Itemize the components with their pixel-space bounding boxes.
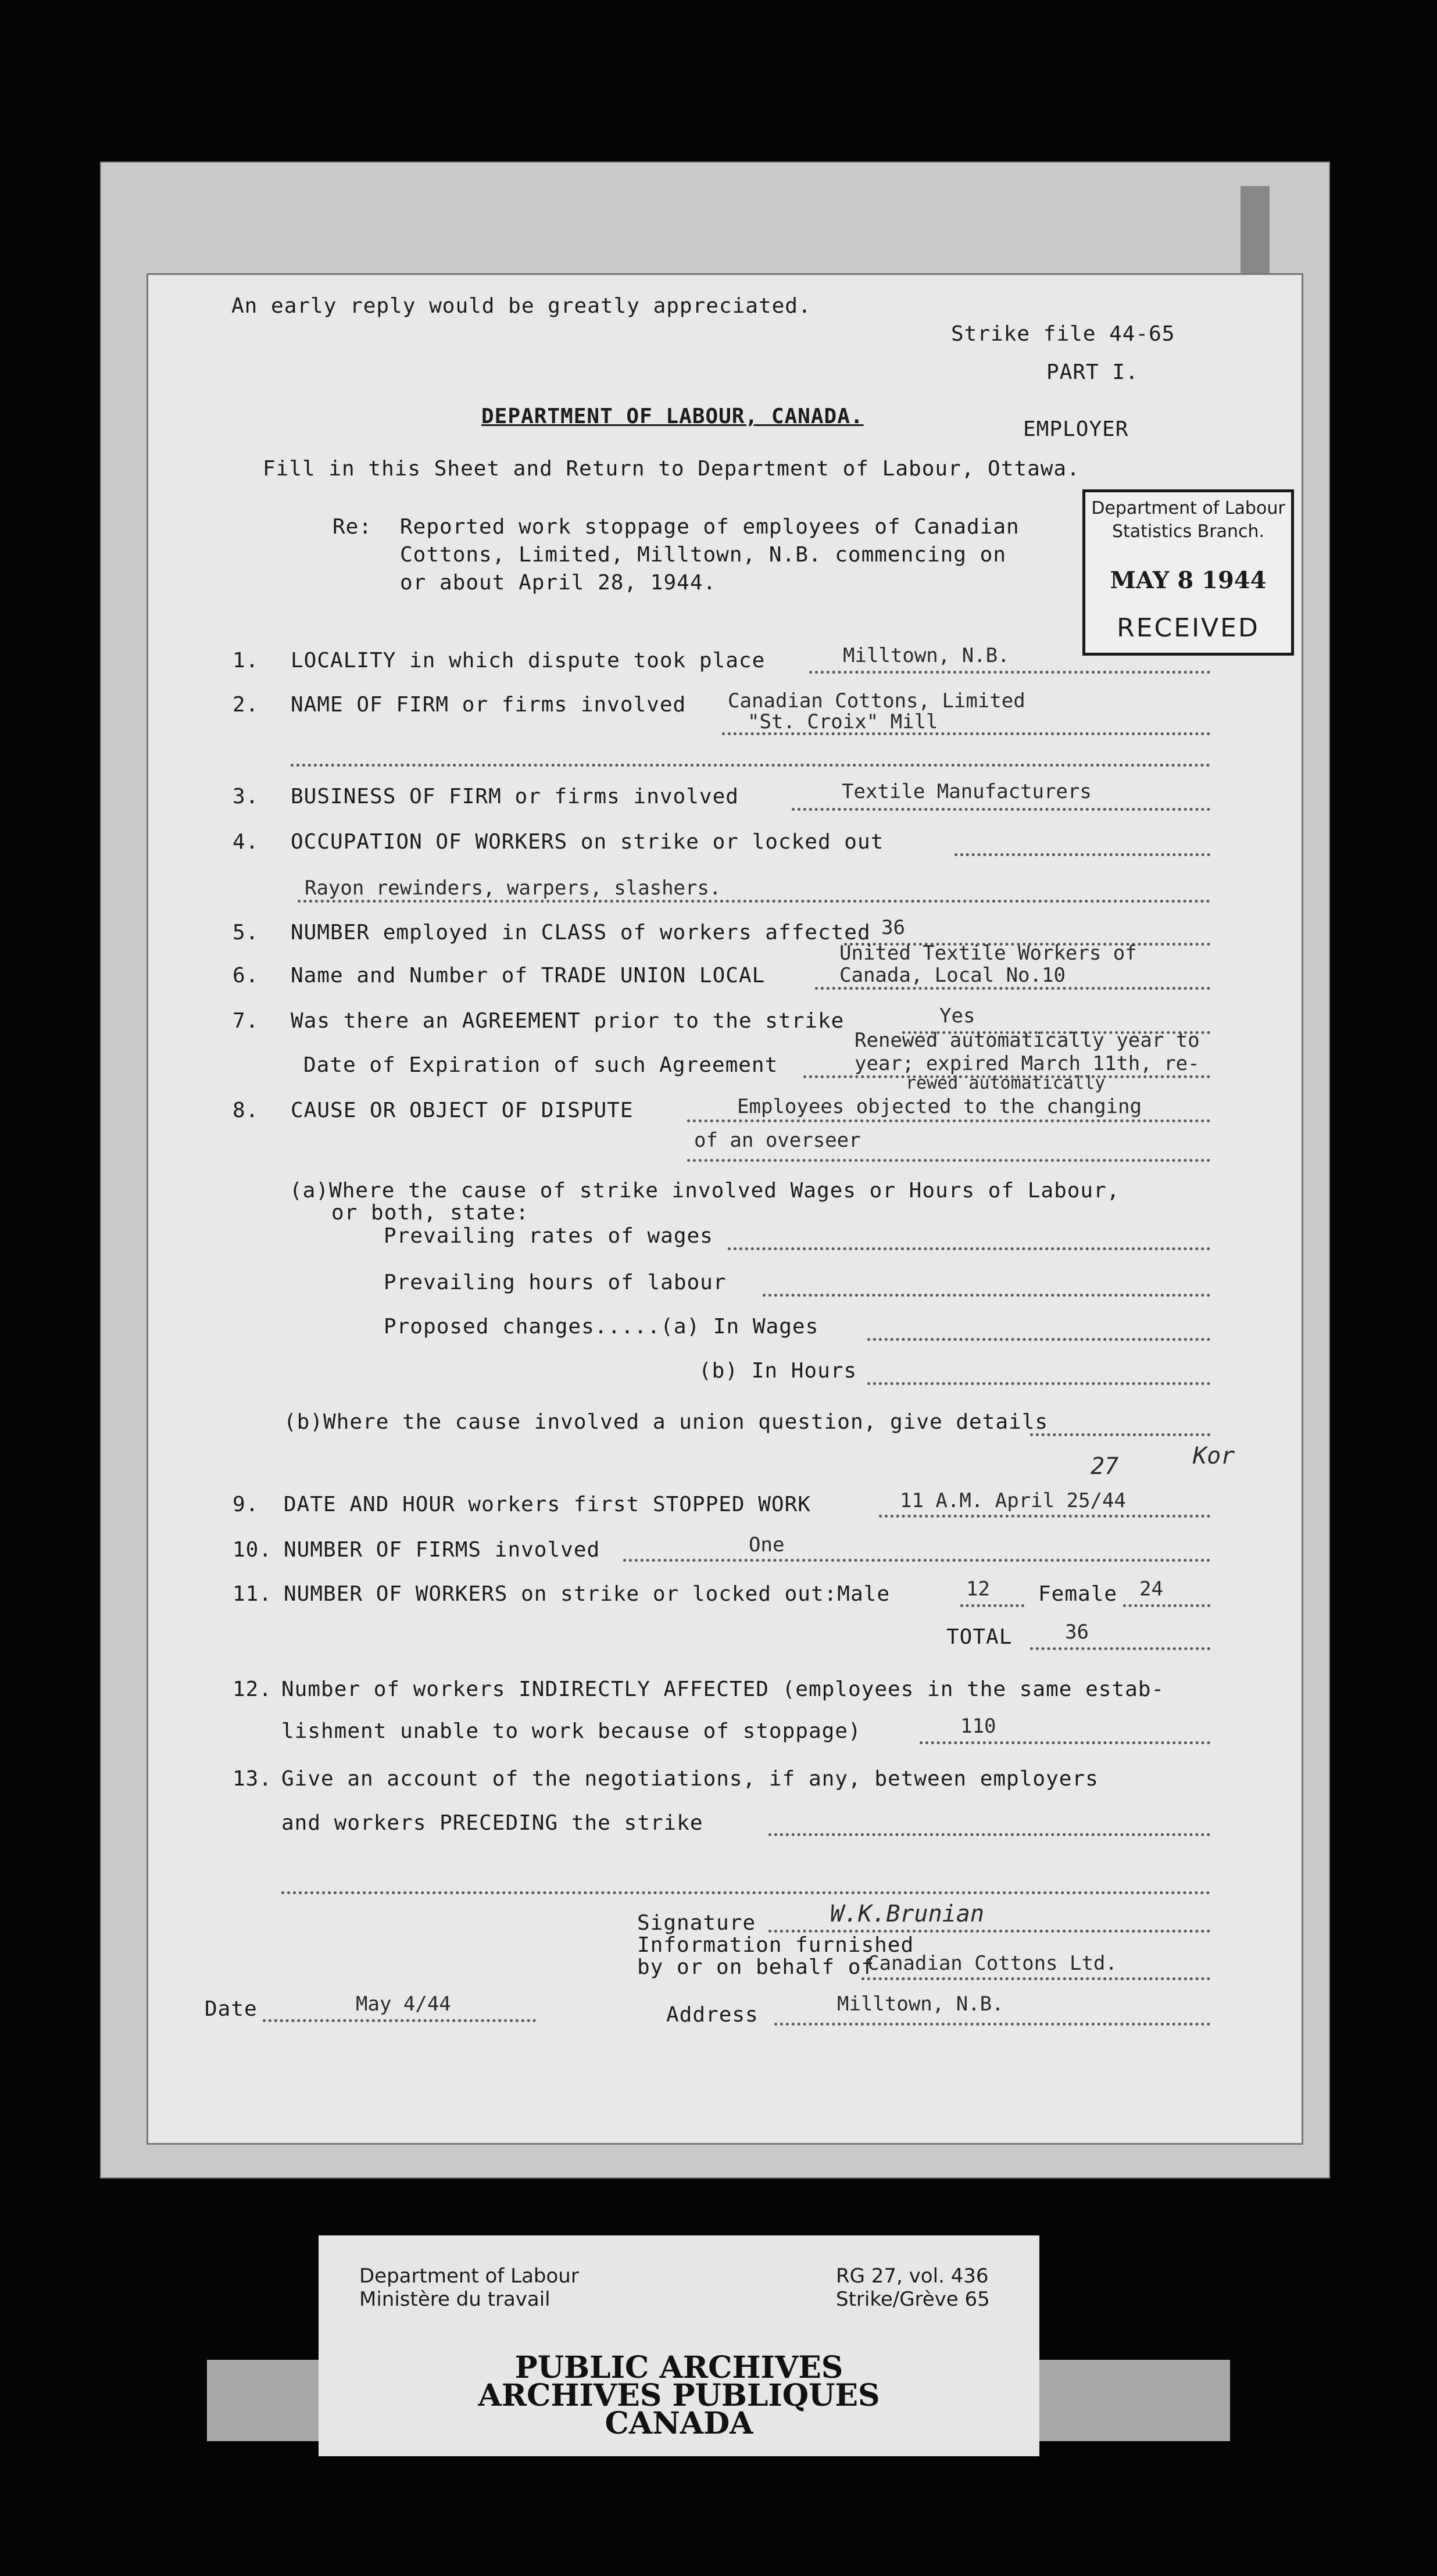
item-number: 6. (233, 964, 259, 988)
date-label: Date (205, 1997, 258, 2021)
fill-line (792, 808, 1210, 811)
fill-line (291, 764, 1210, 767)
item-number: 13. (233, 1767, 273, 1791)
stamp-branch: Statistics Branch. (1111, 521, 1265, 542)
fill-line (768, 1833, 1210, 1836)
total-label: TOTAL (946, 1625, 1013, 1649)
fill-line (920, 1741, 1210, 1744)
stamp-status: RECEIVED (1117, 613, 1260, 643)
fill-line (722, 732, 1210, 735)
workers-count-label: NUMBER OF WORKERS on strike or locked out:Male (284, 1582, 890, 1606)
stopped-work-label: DATE AND HOUR workers first STOPPED WORK (284, 1493, 811, 1516)
fill-line (1123, 1604, 1210, 1607)
expiration-value-line3: rewed automatically (906, 1073, 1106, 1093)
union-value-line1: United Textile Workers of (839, 942, 1137, 965)
fill-line (263, 2019, 536, 2022)
firms-count-value: One (749, 1533, 785, 1557)
in-hours-label: (b) In Hours (699, 1359, 857, 1383)
fill-line (298, 900, 1210, 903)
item-number: 4. (233, 830, 259, 854)
locality-value: Milltown, N.B. (843, 644, 1010, 667)
strike-reference: Strike/Grève 65 (836, 2288, 990, 2311)
fill-line (815, 987, 1210, 990)
instruction-line: Fill in this Sheet and Return to Department of Labour, Ottawa. (263, 457, 1080, 481)
union-label: Name and Number of TRADE UNION LOCAL (291, 964, 766, 988)
business-value: Textile Manufacturers (842, 780, 1092, 803)
rg-reference: RG 27, vol. 436 (836, 2264, 989, 2288)
cause-value-line1: Employees objected to the changing (737, 1095, 1142, 1118)
indirect-value: 110 (960, 1715, 996, 1738)
fill-line (960, 1604, 1024, 1607)
strike-file-number: Strike file 44-65 (951, 322, 1175, 346)
item-number: 12. (233, 1677, 273, 1701)
item-number: 11. (233, 1582, 273, 1606)
cause-value-line2: of an overseer (694, 1129, 861, 1152)
info-label-line2: by or on behalf of (637, 1955, 875, 1979)
expiration-label: Date of Expiration of such Agreement (303, 1053, 778, 1077)
public-archives-stamp (319, 2350, 1039, 2441)
fill-line (862, 1977, 1210, 1980)
employer-label: EMPLOYER (1023, 417, 1129, 441)
agreement-value: Yes (939, 1004, 975, 1028)
received-stamp (1082, 489, 1294, 656)
locality-label: LOCALITY in which dispute took place (291, 649, 766, 672)
fill-line (687, 1119, 1210, 1122)
stamp-department: Department of Labour (1091, 498, 1285, 518)
fill-line (774, 2023, 1210, 2026)
fill-line (281, 1891, 1210, 1894)
union-value-line2: Canada, Local No.10 (839, 964, 1066, 987)
item-number: 5. (233, 921, 259, 944)
fill-line (1030, 1647, 1210, 1650)
re-label: Re: (333, 515, 373, 539)
firm-value-line2: "St. Croix" Mill (748, 710, 938, 734)
fill-line (803, 1075, 1210, 1078)
occupation-value: Rayon rewinders, warpers, slashers. (305, 876, 721, 900)
expiration-value-line1: Renewed automatically year to (855, 1029, 1200, 1052)
fill-line (768, 1930, 1210, 1933)
expiration-value-line2: year; expired March 11th, re- (855, 1052, 1200, 1075)
fill-line (763, 1294, 1210, 1297)
item-number: 8. (233, 1099, 259, 1122)
fill-line (867, 1338, 1210, 1341)
stopped-work-value: 11 A.M. April 25/44 (900, 1489, 1126, 1512)
cause-label: CAUSE OR OBJECT OF DISPUTE (291, 1099, 634, 1122)
fill-line (1030, 1433, 1210, 1436)
firms-count-label: NUMBER OF FIRMS involved (284, 1538, 600, 1562)
dept-french: Ministère du travail (359, 2288, 551, 2311)
item-number: 1. (233, 649, 259, 672)
item-number: 7. (233, 1009, 259, 1033)
date-correction: 27 (1091, 1453, 1119, 1480)
wages-hours-label-cont: or both, state: (331, 1201, 530, 1225)
negotiations-label-line1: Give an account of the negotiations, if any, between employers (281, 1767, 1099, 1791)
archives-line-country: CANADA (605, 2406, 753, 2441)
address-label: Address (666, 2003, 759, 2027)
re-line: or about April 28, 1944. (400, 571, 717, 595)
re-line: Cottons, Limited, Milltown, N.B. commencing on (400, 543, 1006, 567)
form-heading: DEPARTMENT OF LABOUR, CANADA. (481, 405, 864, 428)
archives-line-en: PUBLIC ARCHIVES (514, 2350, 843, 2385)
dept-english: Department of Labour (359, 2264, 579, 2288)
signature: W.K.Brunian (830, 1901, 984, 1927)
date-value: May 4/44 (356, 1992, 451, 2016)
archives-line-fr: ARCHIVES PUBLIQUES (478, 2378, 880, 2413)
male-count-value: 12 (966, 1577, 990, 1601)
on-behalf-value: Canadian Cottons Ltd. (867, 1952, 1117, 1975)
fill-line (955, 853, 1210, 856)
indirect-label-line1: Number of workers INDIRECTLY AFFECTED (employees in the same estab- (281, 1677, 1165, 1701)
prevailing-hours-label: Prevailing hours of labour (384, 1271, 727, 1294)
wages-hours-label: (a)Where the cause of strike involved Wages or Hours of Labour, (289, 1179, 1120, 1203)
firm-value-line1: Canadian Cottons, Limited (728, 689, 1025, 713)
item-number: 2. (233, 693, 259, 717)
proposed-changes-label: Proposed changes.....(a) In Wages (384, 1315, 819, 1339)
stamp-date: MAY 8 1944 (1110, 567, 1267, 594)
info-label-line1: Information furnished (637, 1933, 914, 1957)
agreement-label: Was there an AGREEMENT prior to the strike (291, 1009, 845, 1033)
prevailing-wages-label: Prevailing rates of wages (384, 1224, 713, 1248)
female-label: Female (1038, 1582, 1118, 1606)
item-number: 9. (233, 1493, 259, 1516)
union-question-label: (b)Where the cause involved a union question, give details (284, 1410, 1049, 1434)
item-number: 10. (233, 1538, 273, 1562)
occupation-label: OCCUPATION OF WORKERS on strike or locked out (291, 830, 884, 854)
part-label: PART I. (1046, 360, 1139, 384)
female-count-value: 24 (1139, 1577, 1163, 1601)
fill-line (879, 1515, 1210, 1518)
re-line: Reported work stoppage of employees of Canadian (400, 515, 1020, 539)
item-number: 3. (233, 785, 259, 808)
total-value: 36 (1065, 1620, 1089, 1644)
fill-line (728, 1247, 1210, 1250)
initials: Kor (1193, 1443, 1235, 1469)
class-number-value: 36 (881, 916, 905, 939)
business-label: BUSINESS OF FIRM or firms involved (291, 785, 739, 808)
fill-line (809, 671, 1210, 674)
top-note: An early reply would be greatly appreciated. (231, 294, 812, 318)
fill-line (687, 1159, 1210, 1162)
signature-label: Signature (637, 1911, 756, 1935)
address-value: Milltown, N.B. (837, 1992, 1004, 2016)
indirect-label-line2: lishment unable to work because of stoppage) (281, 1719, 862, 1743)
class-number-label: NUMBER employed in CLASS of workers affected (291, 921, 871, 944)
firm-label: NAME OF FIRM or firms involved (291, 693, 687, 717)
paper-clip (1241, 186, 1270, 273)
negotiations-label-line2: and workers PRECEDING the strike (281, 1811, 703, 1835)
fill-line (623, 1559, 1210, 1562)
fill-line (867, 1382, 1210, 1385)
